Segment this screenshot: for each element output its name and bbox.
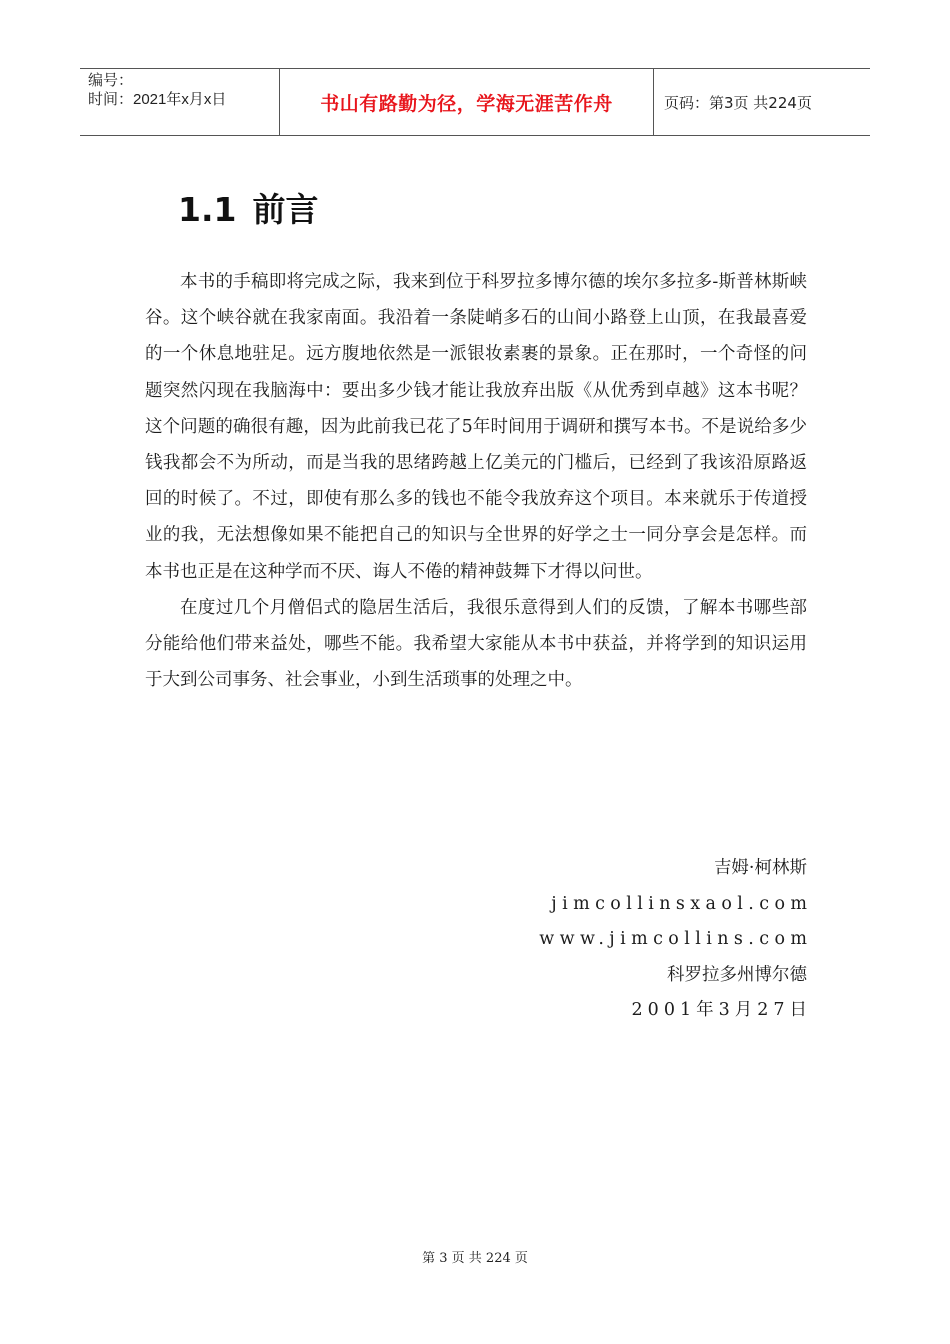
page-footer: 第 3 页 共 224 页	[422, 1251, 528, 1266]
author-name: 吉姆·柯林斯	[713, 858, 807, 878]
signature-date: 2001年3月27日	[631, 1000, 812, 1020]
section-heading	[178, 184, 318, 231]
body-text	[145, 264, 807, 698]
document-time-label: 时间：2021年x月x日	[88, 91, 227, 108]
header-meta	[80, 69, 280, 135]
author-website: www.jimcollins.com	[539, 929, 813, 949]
header-motto: 书山有路勤为径，学海无涯苦作舟	[280, 69, 654, 135]
author-email: jimcollinsxaol.com	[551, 893, 813, 914]
document-number-label: 编号：	[88, 72, 134, 89]
author-location: 科罗拉多州博尔德	[667, 964, 807, 985]
section-title: 前言	[252, 190, 319, 229]
paragraph: 在度过几个月僧侣式的隐居生活后，我很乐意得到人们的反馈，了解本书哪些部分能给他们带来益处，哪些不能。我希望大家能从本书中获益，并将学到的知识运用于大到公司事务、社会事业，小到生活琐事的处理之中。	[145, 597, 807, 691]
page-header	[80, 68, 870, 136]
section-number: 1.1	[178, 190, 237, 229]
signature-block	[539, 851, 813, 1029]
paragraph: 本书的手稿即将完成之际，我来到位于科罗拉多博尔德的埃尔多拉多-斯普林斯峡谷。这个峡谷就在我家南面。我沿着一条陡峭多石的山间小路登上山顶，在我最喜爱的一个休息地驻足。远方腹地依然是一派银妆素裹的景象。正在那时，一个奇怪的问题突然闪现在我脑海中：要出多少钱才能让我放弃出版《从优秀到卓越》这本书呢？这个问题的确很有趣，因为此前我已花了5年时间用于调研和撰写本书。不是说给多少钱我都会不为所动，而是当我的思绪跨越上亿美元的门槛后，已经到了我该沿原路返回的时候了。不过，即使有那么多的钱也不能令我放弃这个项目。本来就乐于传道授业的我，无法想像如果不能把自己的知识与全世界的好学之士一同分享会是怎样。而本书也正是在这种学而不厌、诲人不倦的精神鼓舞下才得以问世。	[145, 272, 807, 582]
header-page-info: 页码：第3页 共224页	[664, 93, 812, 112]
